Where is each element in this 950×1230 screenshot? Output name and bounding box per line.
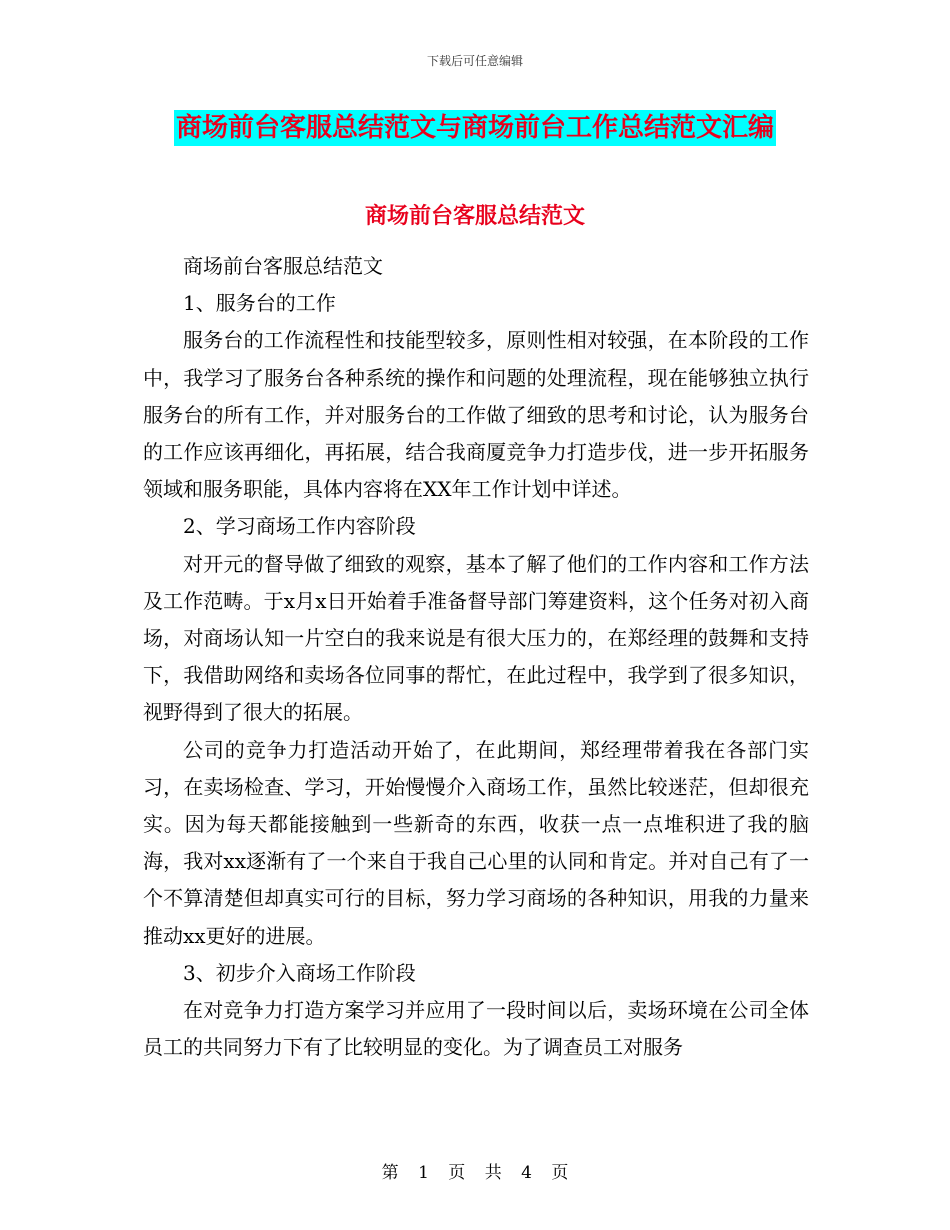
- page-footer: [0, 1158, 950, 1183]
- paragraph: 在对竞争力打造方案学习并应用了一段时间以后，卖场环境在公司全体员工的共同努力下有了比较明显的变化。为了调查员工对服务: [143, 998, 809, 1060]
- paragraph: 对开元的督导做了细致的观察，基本了解了他们的工作内容和工作方法及工作范畴。于x月x日开始着手准备督导部门筹建资料，这个任务对初入商场，对商场认知一片空白的我来说是有很大压力的，在郑经理的鼓舞和支持下，我借助网络和卖场各位同事的帮忙，在此过程中，我学到了很多知识，视野得到了很大的拓展。: [143, 551, 809, 725]
- page-label: 页: [448, 1163, 466, 1183]
- document-title-wrap: [0, 110, 950, 146]
- page-current: 1: [418, 1163, 429, 1183]
- document-title: 商场前台客服总结范文与商场前台工作总结范文汇编: [174, 110, 776, 146]
- page-label: 第: [381, 1163, 399, 1183]
- paragraph: 1、服务台的工作: [183, 291, 336, 316]
- header-note: 下载后可任意编辑: [426, 54, 523, 68]
- paragraph: 公司的竞争力打造活动开始了，在此期间，郑经理带着我在各部门实习，在卖场检查、学习，开始慢慢介入商场工作，虽然比较迷茫，但却很充实。因为每天都能接触到一些新奇的东西，收获一点一点堆积进了我的脑海，我对xx逐渐有了一个来自于我自己心里的认同和肯定。并对自己有了一个不算清楚但却真实可行的目标，努力学习商场的各种知识，用我的力量来推动xx更好的进展。: [143, 737, 809, 948]
- paragraph: 3、初步介入商场工作阶段: [183, 960, 416, 985]
- page-total: 4: [521, 1163, 532, 1183]
- document-body: [143, 248, 809, 1066]
- page-label: 共: [484, 1163, 502, 1183]
- paragraph: 服务台的工作流程性和技能型较多，原则性相对较强，在本阶段的工作中，我学习了服务台各种系统的操作和问题的处理流程，现在能够独立执行服务台的所有工作，并对服务台的工作做了细致的思考和讨论，认为服务台的工作应该再细化，再拓展，结合我商厦竞争力打造步伐，进一步开拓服务领域和服务职能，具体内容将在XX年工作计划中详述。: [143, 328, 809, 502]
- page-label: 页: [551, 1163, 569, 1183]
- paragraph: 商场前台客服总结范文: [183, 254, 383, 278]
- paragraph: 2、学习商场工作内容阶段: [183, 514, 416, 539]
- section-title: 商场前台客服总结范文: [364, 203, 585, 229]
